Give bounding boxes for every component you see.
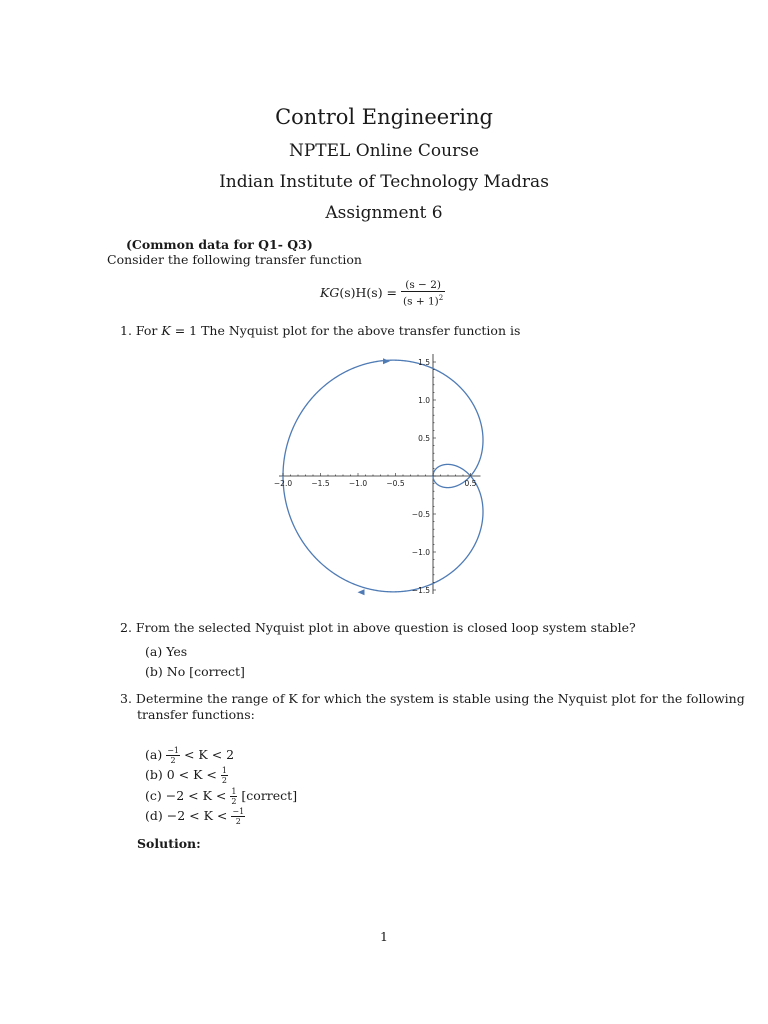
q3-option-a-frac-den: 2: [170, 756, 176, 765]
q3-option-c-label: (c): [145, 788, 162, 803]
q3-option-c-frac-den: 2: [231, 797, 237, 806]
q3-line2: transfer functions:: [137, 707, 255, 722]
q3-option-a: [145, 745, 234, 765]
q3-option-b-frac-den: 2: [221, 776, 227, 785]
q3-option-a-frac-num: −1: [167, 746, 179, 755]
x-tick-label: −1.5: [311, 479, 330, 488]
q3-option-c: [145, 786, 297, 806]
q2-option-a-label: (a): [145, 644, 163, 659]
q2-option-a: [145, 642, 187, 662]
q2-number: 2.: [120, 620, 132, 635]
common-data-intro: Consider the following transfer function: [107, 252, 362, 267]
question-3: [120, 691, 745, 707]
q3-option-c-post: [correct]: [237, 788, 298, 803]
q3-option-d-label: (d): [145, 808, 163, 823]
direction-arrow-lower: [358, 589, 365, 595]
q1-var: K: [161, 323, 171, 338]
q3-line1: Determine the range of K for which the system is stable using the Nyquist plot for the following: [135, 691, 745, 706]
equation-denominator-wrap: [401, 292, 445, 308]
q3-option-d-frac: [231, 807, 245, 826]
q3-option-c-pre: −2 < K <: [165, 788, 231, 803]
y-tick-label: 1.5: [418, 358, 430, 367]
equation-numerator: (s − 2): [401, 279, 445, 292]
y-tick-label: −1.0: [411, 548, 430, 557]
nyquist-plot: [270, 350, 500, 600]
q2-option-b-label: (b): [145, 664, 163, 679]
equation-lhs-var: KG: [320, 284, 340, 300]
y-tick-label: −1.5: [411, 586, 430, 595]
q1-condition: = 1 The Nyquist plot for the above transfer function is: [170, 323, 521, 338]
q3-option-d-pre: −2 < K <: [166, 808, 232, 823]
q1-number: 1.: [120, 323, 132, 338]
equation-denominator: (s + 1): [403, 295, 439, 308]
question-2: [120, 620, 636, 636]
assignment-title: Assignment 6: [325, 203, 443, 223]
page-number: 1: [380, 929, 388, 944]
question-1: [120, 323, 520, 339]
plot-curve: [283, 358, 483, 595]
plot-axes: [279, 354, 481, 594]
q3-option-c-frac-num: 1: [231, 787, 237, 796]
equation-fraction: [401, 279, 445, 308]
q3-number: 3.: [120, 691, 132, 706]
equation-lhs-rest: (s)H(s) =: [339, 284, 398, 300]
institute-name: Indian Institute of Technology Madras: [219, 172, 549, 192]
q3-option-a-frac: [166, 746, 180, 765]
y-tick-label: −0.5: [411, 510, 430, 519]
common-data-label: (Common data for Q1- Q3): [126, 237, 313, 252]
q2-option-a-text: Yes: [166, 644, 188, 659]
plot-ticks: [274, 358, 477, 595]
transfer-function-equation: [320, 279, 445, 308]
equation-den-power: 2: [438, 294, 444, 302]
nyquist-curve-upper: [283, 360, 483, 487]
q3-option-d-frac-num: −1: [232, 807, 245, 816]
q3-option-b: [145, 765, 228, 785]
q2-option-b: [145, 662, 245, 682]
q3-option-b-frac-num: 1: [221, 766, 227, 775]
x-tick-label: −1.0: [348, 479, 368, 488]
y-tick-label: 1.0: [418, 396, 430, 405]
q2-option-b-text: No [correct]: [166, 664, 245, 679]
x-tick-label: 0.5: [464, 479, 477, 488]
q3-option-b-label: (b): [145, 767, 163, 782]
q3-solution-label: Solution:: [137, 836, 201, 851]
q2-text: From the selected Nyquist plot in above question is closed loop system stable?: [135, 620, 636, 635]
direction-arrow-upper: [383, 358, 390, 364]
x-tick-label: −2.0: [273, 479, 293, 488]
q3-option-b-frac: [221, 766, 228, 785]
q3-option-a-mid: < K < 2: [180, 747, 235, 762]
y-tick-label: 0.5: [418, 434, 430, 443]
course-name: NPTEL Online Course: [288, 141, 480, 161]
document-title: Control Engineering: [275, 105, 493, 129]
q3-option-b-pre: 0 < K <: [166, 767, 221, 782]
q3-option-d-frac-den: 2: [235, 817, 241, 826]
q1-prefix: For: [135, 323, 158, 338]
x-tick-label: −0.5: [386, 479, 405, 488]
q3-option-a-label: (a): [145, 747, 163, 762]
q3-option-d: [145, 806, 245, 826]
